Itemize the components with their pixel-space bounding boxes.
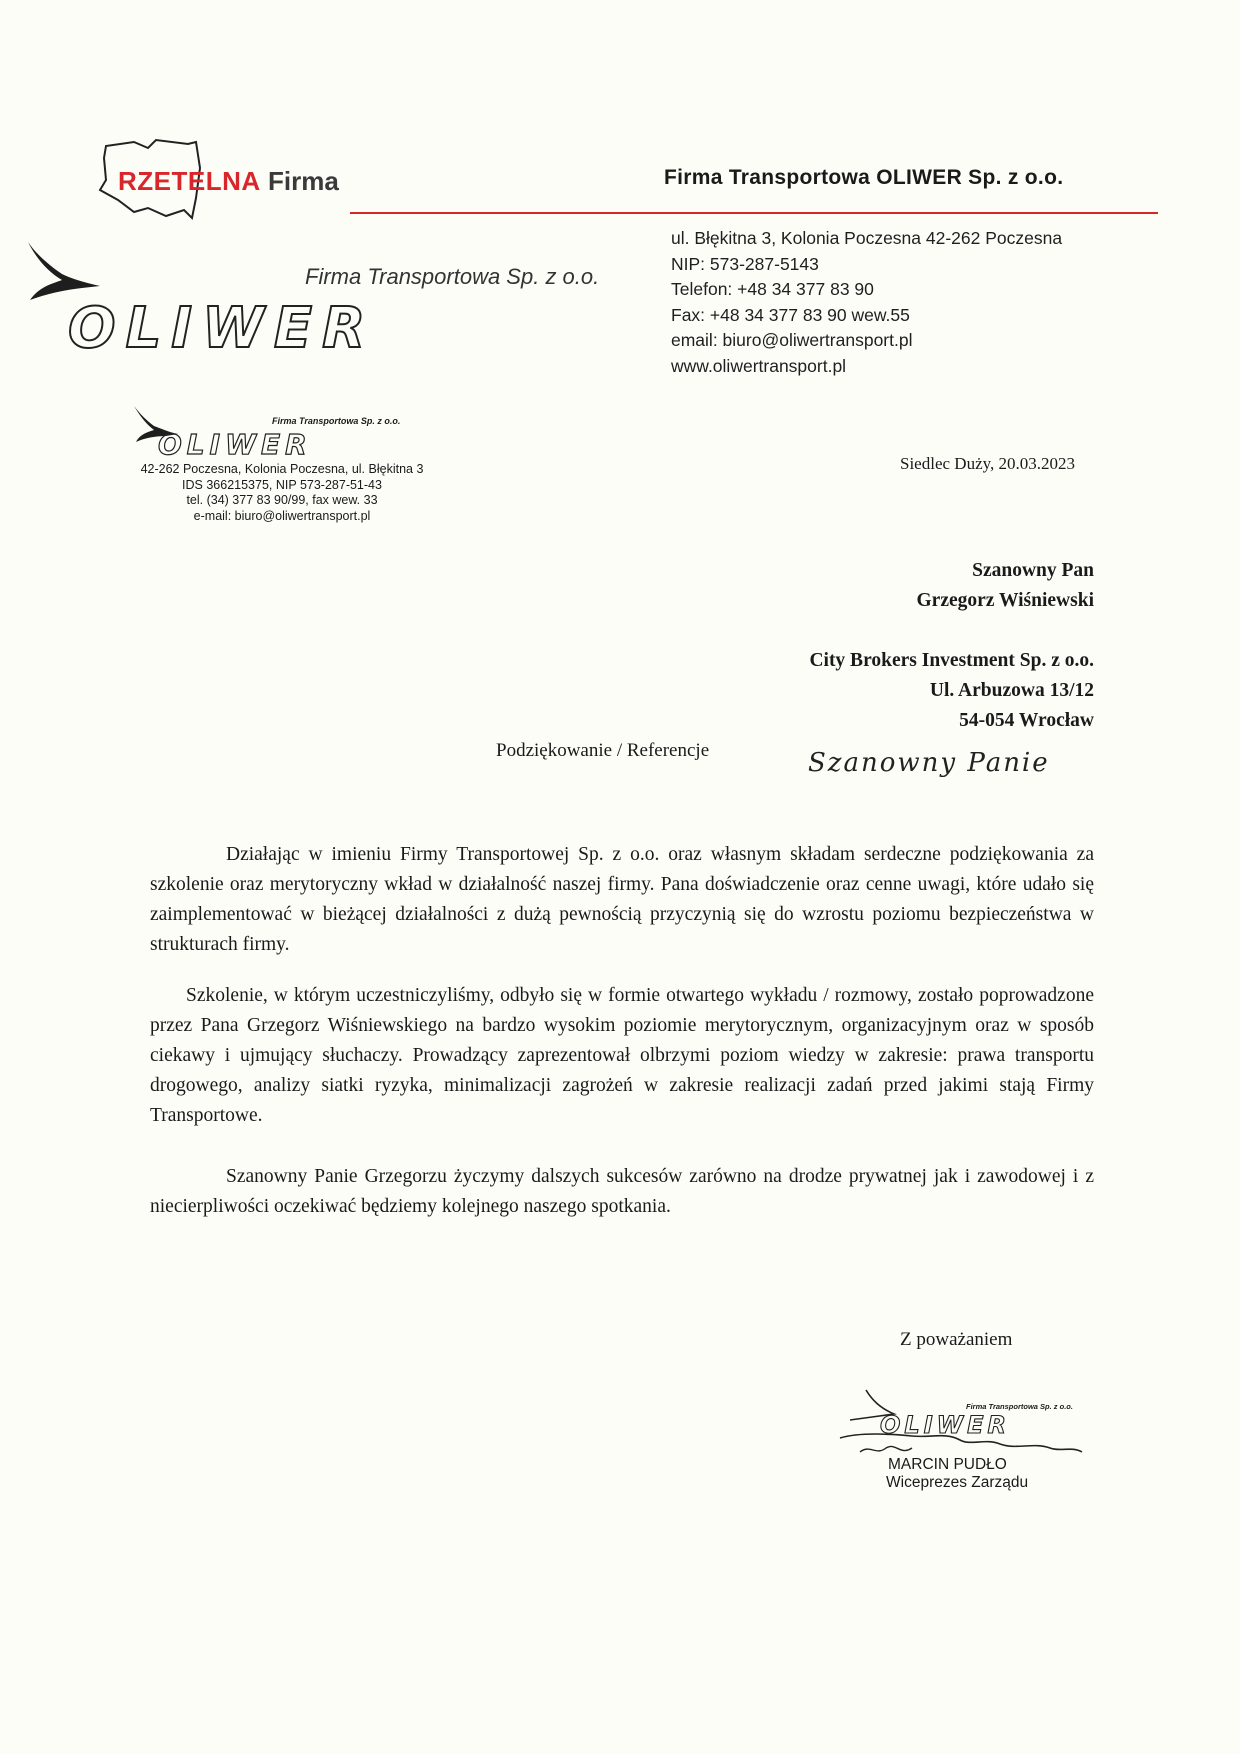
header-divider	[350, 212, 1158, 214]
stamp-line: 42-262 Poczesna, Kolonia Poczesna, ul. Błękitna 3	[140, 462, 424, 476]
contact-fax: Fax: +48 34 377 83 90 wew.55	[671, 304, 910, 325]
signature-stamp-wordmark: OLIWER	[880, 1411, 1010, 1439]
stamp-line: IDS 366215375, NIP 573-287-51-43	[182, 477, 382, 492]
recipient-company: City Brokers Investment Sp. z o.o.	[809, 650, 1094, 671]
stamp-line: tel. (34) 377 83 90/99, fax wew. 33	[186, 493, 378, 507]
contact-nip: NIP: 573-287-5143	[671, 253, 819, 274]
company-title: Firma Transportowa OLIWER Sp. z o.o.	[664, 166, 1064, 189]
recipient-city: 54-054 Wrocław	[959, 710, 1094, 731]
logo-tagline: Firma Transportowa Sp. z o.o.	[305, 264, 600, 289]
contact-phone: Telefon: +48 34 377 83 90	[671, 279, 874, 299]
contact-website: www.oliwertransport.pl	[671, 355, 847, 376]
letter-subject: Podziękowanie / Referencje	[496, 740, 710, 761]
body-paragraph: Szkolenie, w którym uczestniczyliśmy, odbyło się w formie otwartego wykładu / rozmowy, zostało poprowadzone przez Pana Grzegorz Wiśniewskiego na bardzo wysokim poziomie merytorycznym, organizacyjnym oraz w sposób ciekawy i ujmujący słuchaczy. Prowadzący zaprezentował olbrzymi poziom wiedzy w zakresie: prawa transportu drogowego, analizy siatki ryzyka, minimalizacji zagrożeń w zakresie realizacji zadań przed jakimi stają Firmy Transportowe.	[150, 985, 1094, 1126]
signatory-title: Wiceprezes Zarządu	[886, 1474, 1029, 1491]
contact-address: ul. Błękitna 3, Kolonia Poczesna 42-262 Poczesna	[671, 228, 1063, 248]
recipient-street: Ul. Arbuzowa 13/12	[929, 680, 1094, 701]
stamp-tagline: Firma Transportowa Sp. z o.o.	[272, 416, 401, 426]
contact-block	[671, 226, 1062, 379]
rzetelna-firma-badge	[96, 138, 356, 230]
recipient-salutation: Szanowny Pan	[972, 560, 1094, 581]
body-paragraph: Działając w imieniu Firmy Transportowej Sp. z o.o. oraz własnym składam serdeczne podziękowania za szkolenie oraz merytoryczny wkład w działalność naszej firmy. Pana doświadczenie oraz cenne uwagi, które udało się zaimplementować w bieżącej działalności z dużą pewnością przyczynią się do wzrostu poziomu bezpieczeństwa w strukturach firmy.	[150, 844, 1094, 955]
recipient-name: Grzegorz Wiśniewski	[916, 590, 1094, 611]
oliwer-wordmark-logo: OLIWER	[68, 296, 376, 361]
badge-firma-text: Firma	[268, 166, 339, 196]
badge-rzetelna-text: RZETELNA	[118, 166, 261, 196]
stamp-wordmark: OLIWER	[158, 428, 312, 461]
signature-stamp-tagline: Firma Transportowa Sp. z o.o.	[966, 1402, 1073, 1411]
place-and-date: Siedlec Duży, 20.03.2023	[900, 454, 1076, 473]
handwritten-greeting: Szanowny Panie	[808, 748, 1050, 778]
company-stamp	[112, 462, 452, 524]
body-paragraph: Szanowny Panie Grzegorzu życzymy dalszych sukcesów zarówno na drodze prywatnej jak i zawodowej i z niecierpliwości oczekiwać będziemy kolejnego naszego spotkania.	[150, 1166, 1094, 1217]
contact-email: email: biuro@oliwertransport.pl	[671, 330, 913, 350]
closing-phrase: Z poważaniem	[900, 1329, 1013, 1350]
stamp-line: e-mail: biuro@oliwertransport.pl	[193, 508, 371, 523]
signatory-name: MARCIN PUDŁO	[888, 1456, 1007, 1473]
